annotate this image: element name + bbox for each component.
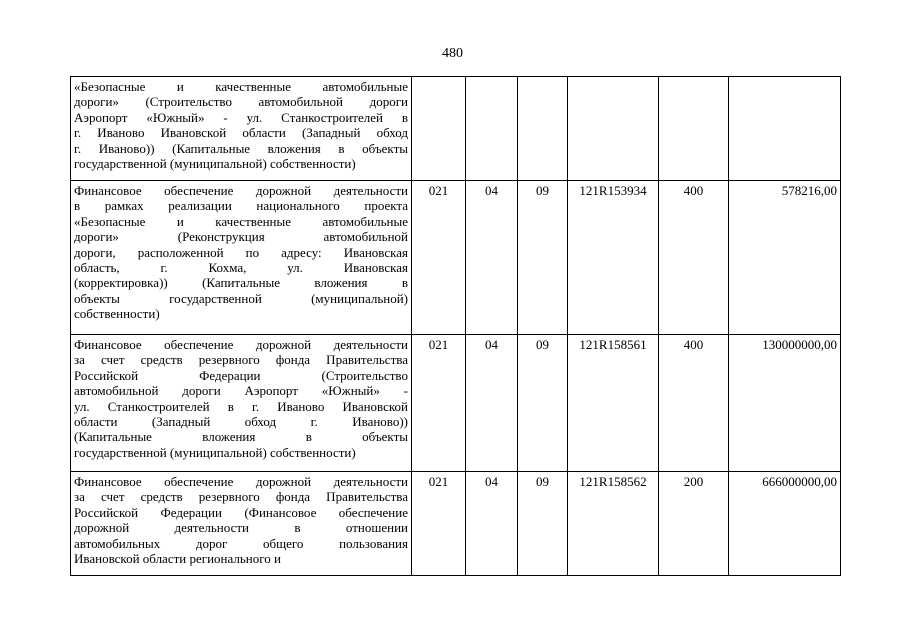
expense-type-code: 400 — [659, 335, 729, 472]
amount-cell: 666000000,00 — [729, 472, 841, 576]
description-line: государственной (муниципальной) собственности) — [74, 444, 356, 460]
description-line: Российской Федерации (Финансовое обеспечение — [74, 504, 408, 520]
description-line: автомобильных дорог общего пользования — [74, 535, 408, 551]
description-line: «Безопасные и качественные автомобильные — [74, 79, 408, 94]
ministry-code — [412, 77, 466, 181]
amount-cell: 578216,00 — [729, 181, 841, 335]
section-code: 04 — [466, 181, 518, 335]
subsection-code: 09 — [518, 472, 568, 576]
description-line: за счет средств резервного фонда Правительства — [74, 352, 408, 368]
description-line: ул. Станкостроителей в г. Иваново Ивановской — [74, 398, 408, 414]
target-article-code: 121R158561 — [568, 335, 659, 472]
section-code: 04 — [466, 472, 518, 576]
row-description — [71, 472, 412, 576]
ministry-code: 021 — [412, 335, 466, 472]
expense-type-code — [659, 77, 729, 181]
row-description — [71, 181, 412, 335]
description-line: Финансовое обеспечение дорожной деятельности — [74, 474, 408, 489]
table-row — [71, 181, 841, 335]
target-article-code — [568, 77, 659, 181]
description-line: Финансовое обеспечение дорожной деятельности — [74, 183, 408, 198]
target-article-code: 121R158562 — [568, 472, 659, 576]
row-description — [71, 77, 412, 181]
description-line: «Безопасные и качественные автомобильные — [74, 213, 408, 229]
target-article-code: 121R153934 — [568, 181, 659, 335]
description-line: г. Иваново Ивановской области (Западный обход — [74, 125, 408, 141]
description-line: (Капитальные вложения в объекты — [74, 429, 408, 445]
description-line: автомобильной дороги Аэропорт «Южный» - — [74, 383, 408, 399]
description-line: Российской Федерации (Строительство — [74, 367, 408, 383]
table-row — [71, 335, 841, 472]
subsection-code: 09 — [518, 181, 568, 335]
description-line: (корректировка)) (Капитальные вложения в — [74, 275, 408, 291]
section-code: 04 — [466, 335, 518, 472]
description-line: в рамках реализации национального проекта — [74, 198, 408, 214]
description-line: области (Западный обход г. Иваново)) — [74, 414, 408, 430]
page-number: 480 — [442, 46, 463, 61]
subsection-code: 09 — [518, 335, 568, 472]
description-line: Финансовое обеспечение дорожной деятельности — [74, 337, 408, 352]
description-line: дороги, расположенной по адресу: Ивановская — [74, 244, 408, 260]
description-line: государственной (муниципальной) собственности) — [74, 156, 356, 172]
description-line: г. Иваново)) (Капитальные вложения в объекты — [74, 140, 408, 156]
section-code — [466, 77, 518, 181]
table-row — [71, 472, 841, 576]
row-description — [71, 335, 412, 472]
amount-cell: 130000000,00 — [729, 335, 841, 472]
description-line: Ивановской области регионального и — [74, 551, 281, 567]
description-line: за счет средств резервного фонда Правительства — [74, 489, 408, 505]
description-line: дороги» (Реконструкция автомобильной — [74, 229, 408, 245]
expense-type-code: 400 — [659, 181, 729, 335]
description-line: дороги» (Строительство автомобильной дороги — [74, 94, 408, 110]
description-line: объекты государственной (муниципальной) — [74, 290, 408, 306]
subsection-code — [518, 77, 568, 181]
description-line: Аэропорт «Южный» - ул. Станкостроителей в — [74, 109, 408, 125]
description-line: область, г. Кохма, ул. Ивановская — [74, 260, 408, 276]
table-row — [71, 77, 841, 181]
ministry-code: 021 — [412, 181, 466, 335]
amount-cell — [729, 77, 841, 181]
budget-table — [70, 76, 841, 576]
ministry-code: 021 — [412, 472, 466, 576]
description-line: дорожной деятельности в отношении — [74, 520, 408, 536]
expense-type-code: 200 — [659, 472, 729, 576]
description-line: собственности) — [74, 306, 160, 322]
